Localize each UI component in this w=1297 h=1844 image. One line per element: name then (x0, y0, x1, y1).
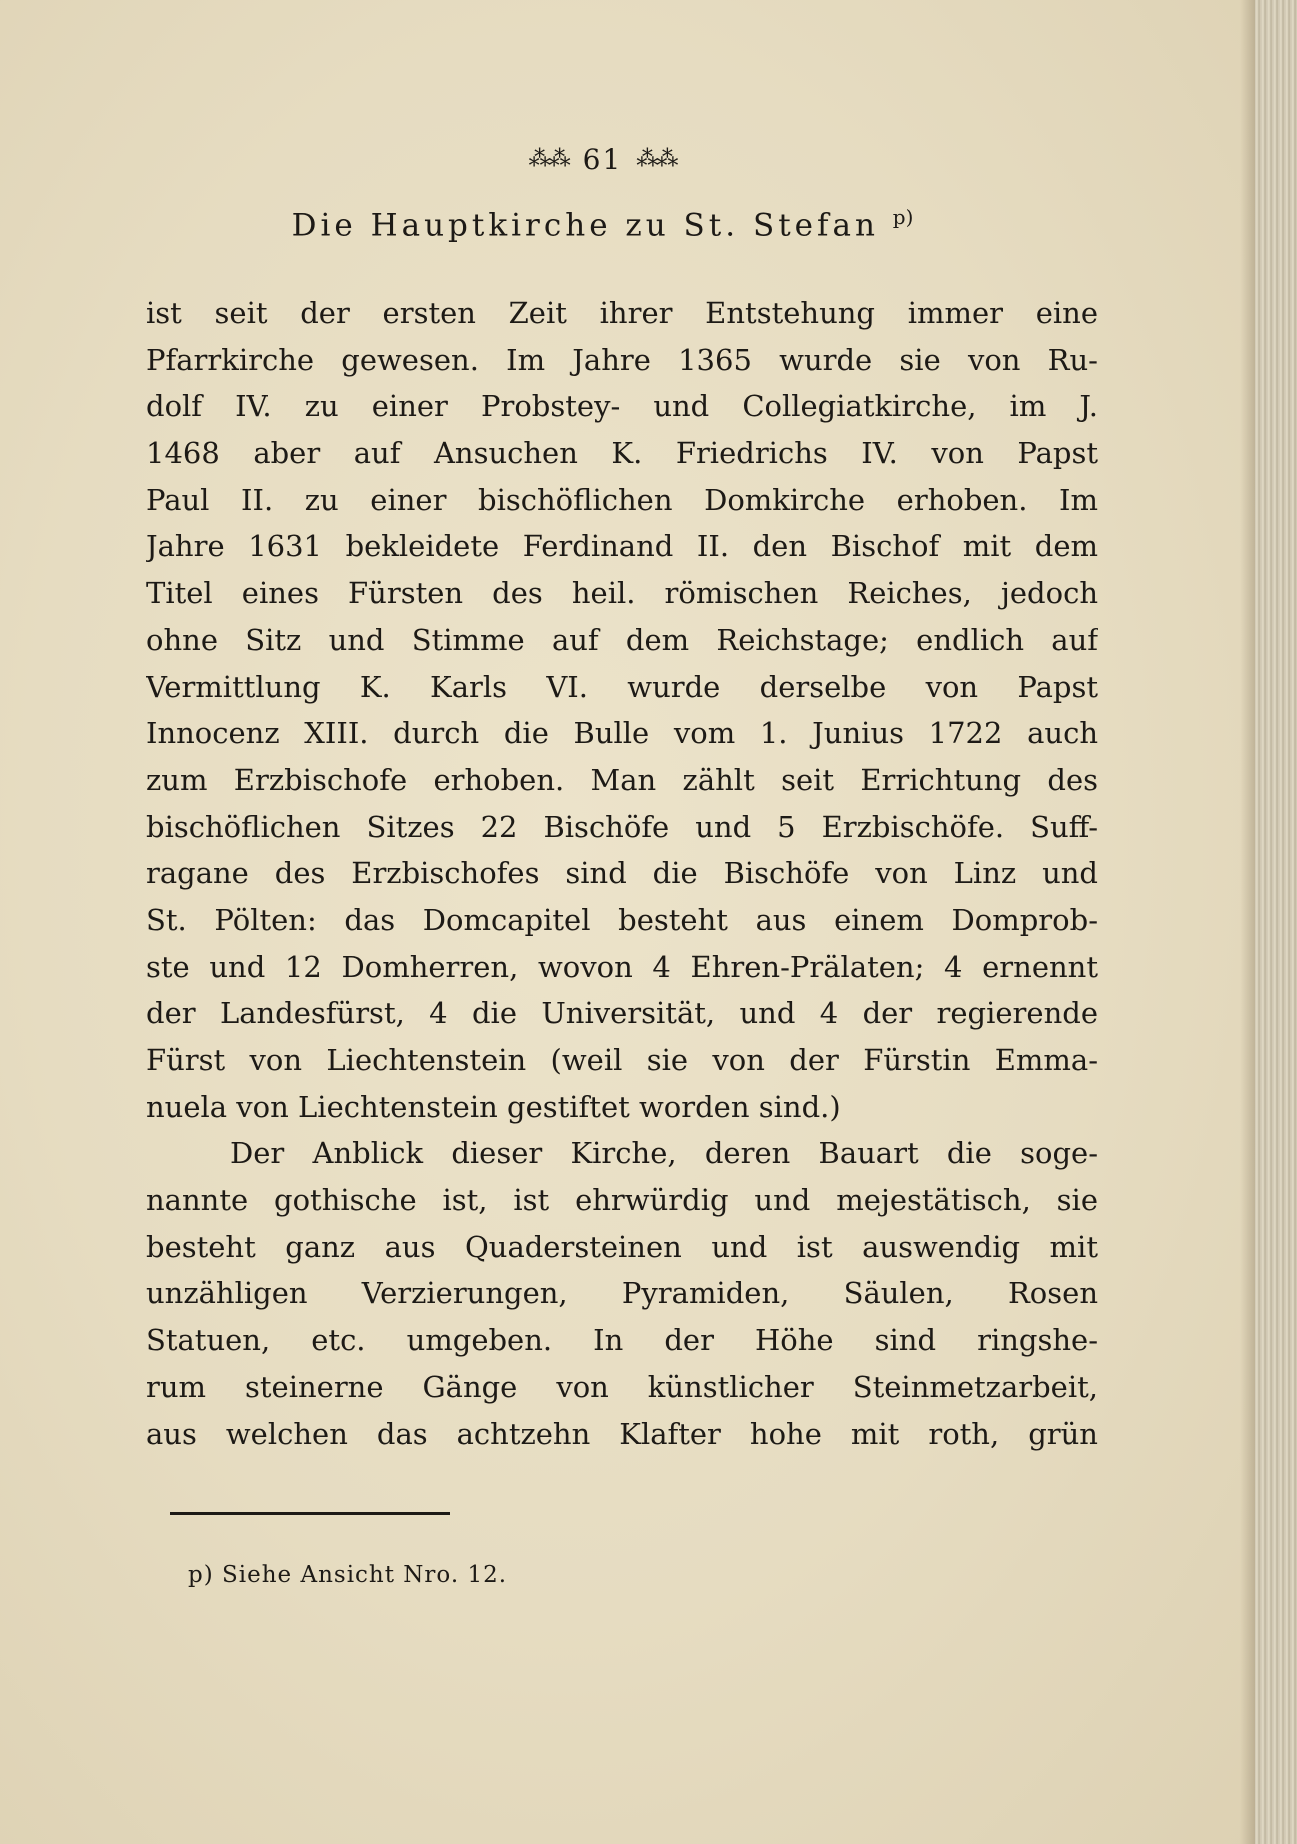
text-line: Innocenz XIII. durch die Bulle vom 1. Junius 1722 auch (146, 716, 1098, 751)
page-edges (1255, 0, 1297, 1844)
text-line: nannte gothische ist, ist ehrwürdig und mejestätisch, sie (146, 1183, 1098, 1218)
text-line: dolf IV. zu einer Probstey- und Collegiatkirche, im J. (146, 389, 1098, 424)
gutter-shadow (1240, 0, 1256, 1844)
text-line: Jahre 1631 bekleidete Ferdinand II. den Bischof mit dem (146, 529, 1098, 564)
text-line: aus welchen das achtzehn Klafter hohe mit roth, grün (146, 1416, 1098, 1451)
page-number: 61 (582, 143, 623, 176)
text-line: Statuen, etc. umgeben. In der Höhe sind ringshe- (146, 1323, 1098, 1358)
footnote-rule (170, 1512, 450, 1515)
title-footnote-mark: p) (892, 205, 914, 229)
text-line: ohne Sitz und Stimme auf dem Reichstage; endlich auf (146, 622, 1098, 657)
section-title-text: Die Hauptkirche zu St. Stefan (291, 207, 879, 244)
text-line: Fürst von Liechtenstein (weil sie von der Fürstin Emma- (146, 1043, 1098, 1077)
text-line: unzähligen Verzierungen, Pyramiden, Säulen, Rosen (146, 1276, 1098, 1311)
ornament-right: ⁂⁂ (636, 147, 677, 172)
text-line: nuela von Liechtenstein gestiftet worden sind.) (146, 1089, 841, 1124)
text-line: rum steinerne Gänge von künstlicher Steinmetzarbeit, (146, 1369, 1098, 1404)
text-line: besteht ganz aus Quadersteinen und ist auswendig mit (146, 1229, 1098, 1264)
page-header (0, 143, 1205, 176)
text-line: Pfarrkirche gewesen. Im Jahre 1365 wurde sie von Ru- (146, 342, 1098, 377)
text-line: ragane des Erzbischofes sind die Bischöfe von Linz und (146, 856, 1098, 891)
ornament-left: ⁂⁂ (528, 147, 569, 172)
text-line: Vermittlung K. Karls VI. wurde derselbe von Papst (146, 669, 1098, 704)
text-line: ist seit der ersten Zeit ihrer Entstehung immer eine (146, 296, 1098, 330)
text-line: ste und 12 Domherren, wovon 4 Ehren-Prälaten; 4 ernennt (146, 949, 1098, 984)
text-line: St. Pölten: das Domcapitel besteht aus einem Domprob- (146, 902, 1098, 937)
text-line: der Landesfürst, 4 die Universität, und 4 der regierende (146, 996, 1098, 1031)
footnote: p) Siehe Ansicht Nro. 12. (188, 1562, 508, 1588)
section-title (0, 205, 1205, 243)
body-text (146, 290, 1098, 1457)
text-line: Titel eines Fürsten des heil. römischen Reiches, jedoch (146, 576, 1098, 611)
text-line: Paul II. zu einer bischöflichen Domkirche erhoben. Im (146, 482, 1098, 517)
text-line: Der Anblick dieser Kirche, deren Bauart die soge- (230, 1136, 1098, 1171)
text-line: zum Erzbischofe erhoben. Man zählt seit Errichtung des (146, 762, 1098, 797)
text-line: 1468 aber auf Ansuchen K. Friedrichs IV. von Papst (146, 436, 1098, 471)
text-line: bischöflichen Sitzes 22 Bischöfe und 5 Erzbischöfe. Suff- (146, 809, 1098, 844)
